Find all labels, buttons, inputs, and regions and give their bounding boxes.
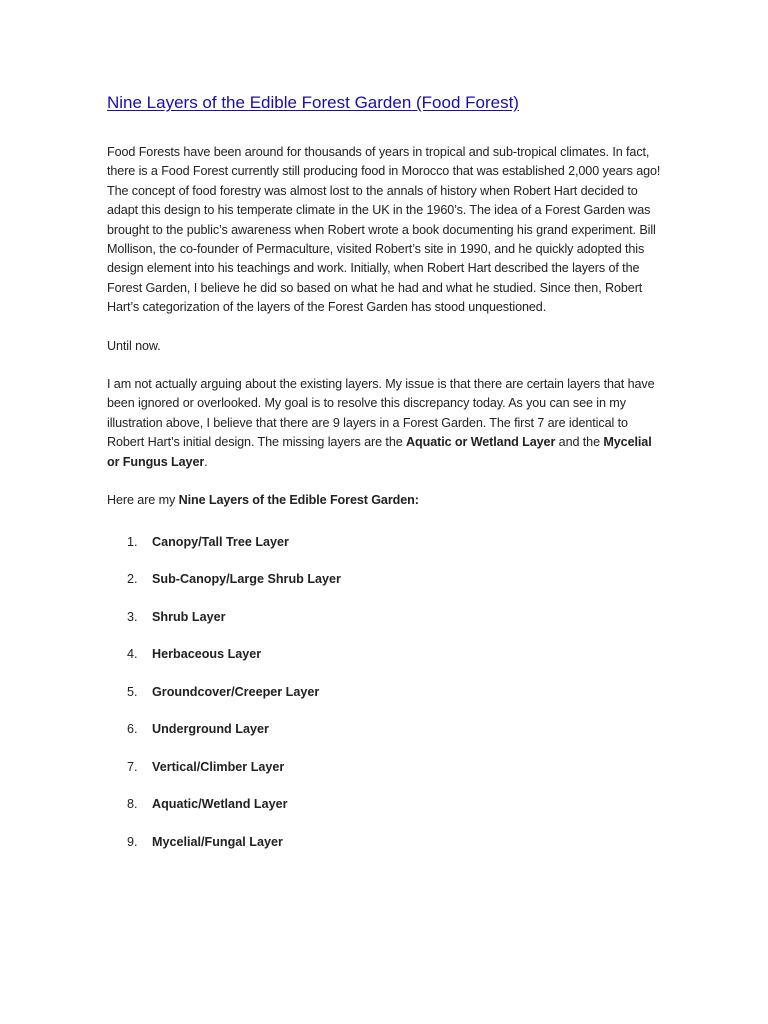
list-number: 2. xyxy=(127,572,138,586)
list-item xyxy=(107,795,663,833)
list-number: 6. xyxy=(127,722,138,736)
article-title-link[interactable]: Nine Layers of the Edible Forest Garden (Food Forest) xyxy=(107,93,519,112)
list-number: 3. xyxy=(127,609,138,624)
layers-list xyxy=(107,533,663,871)
aquatic-layer-bold: Aquatic or Wetland Layer xyxy=(406,435,556,450)
list-number: 7. xyxy=(127,759,138,774)
list-item xyxy=(107,833,663,871)
list-intro-bold: Nine Layers of the Edible Forest Garden: xyxy=(178,493,419,508)
layer-label: Aquatic/Wetland Layer xyxy=(152,797,288,811)
layer-label: Canopy/Tall Tree Layer xyxy=(152,534,289,549)
list-number: 1. xyxy=(127,534,138,549)
mycelial-layer-bold: Mycelial or Fungus Layer xyxy=(107,435,652,469)
layer-label: Shrub Layer xyxy=(152,609,226,624)
list-number: 4. xyxy=(127,647,138,661)
list-item xyxy=(107,533,663,571)
list-item xyxy=(107,570,663,608)
list-number: 9. xyxy=(127,834,138,849)
list-intro-text: Here are my xyxy=(107,493,179,508)
list-item xyxy=(107,758,663,796)
layer-label: Vertical/Climber Layer xyxy=(152,759,285,774)
list-number: 5. xyxy=(127,684,138,699)
layer-label: Sub-Canopy/Large Shrub Layer xyxy=(152,572,341,586)
intro-paragraph: Food Forests have been around for thousands of years in tropical and sub-tropical climates. In fact, there is a Food Forest currently still producing food in Morocco that was established 2,000 years ago! The concept of food forestry was almost lost to the annals of history when Robert Hart decided to adapt this design to his temperate climate in the UK in the 1960’s. The idea of a Forest Garden was brought to the public’s awareness when Robert wrote a book documenting his grand experiment. Bill Mollison, the co-founder of Permaculture, visited Robert’s site in 1990, and he quickly adopted this design element into his teachings and work. Initially, when Robert Hart described the layers of the Forest Garden, I believe he did so based on what he had and what he studied. Since then, Robert Hart’s categorization of the layers of the Forest Garden has stood unquestioned. xyxy=(107,145,661,315)
layer-label: Mycelial/Fungal Layer xyxy=(152,834,283,849)
list-item xyxy=(107,645,663,683)
missing-layers-text: I am not actually arguing about the existing layers. My issue is that there are certain layers that have been ignored or overlooked. My goal is to resolve this discrepancy today. As you can see in my illustration above, I believe that there are 9 layers in a Forest Garden. The first 7 are identical to Robert Hart’s initial design. The missing layers are the xyxy=(107,377,655,450)
layer-label: Underground Layer xyxy=(152,722,269,736)
article-content xyxy=(107,92,663,870)
missing-layers-paragraph xyxy=(107,375,663,472)
until-now-paragraph: Until now. xyxy=(107,338,161,353)
list-item xyxy=(107,720,663,758)
list-item xyxy=(107,608,663,646)
layer-label: Herbaceous Layer xyxy=(152,647,262,661)
list-number: 8. xyxy=(127,797,138,811)
layer-label: Groundcover/Creeper Layer xyxy=(152,684,320,699)
list-item xyxy=(107,683,663,721)
missing-layers-end: . xyxy=(204,454,208,469)
missing-layers-middle: and the xyxy=(555,435,604,450)
list-intro-paragraph xyxy=(107,491,663,510)
